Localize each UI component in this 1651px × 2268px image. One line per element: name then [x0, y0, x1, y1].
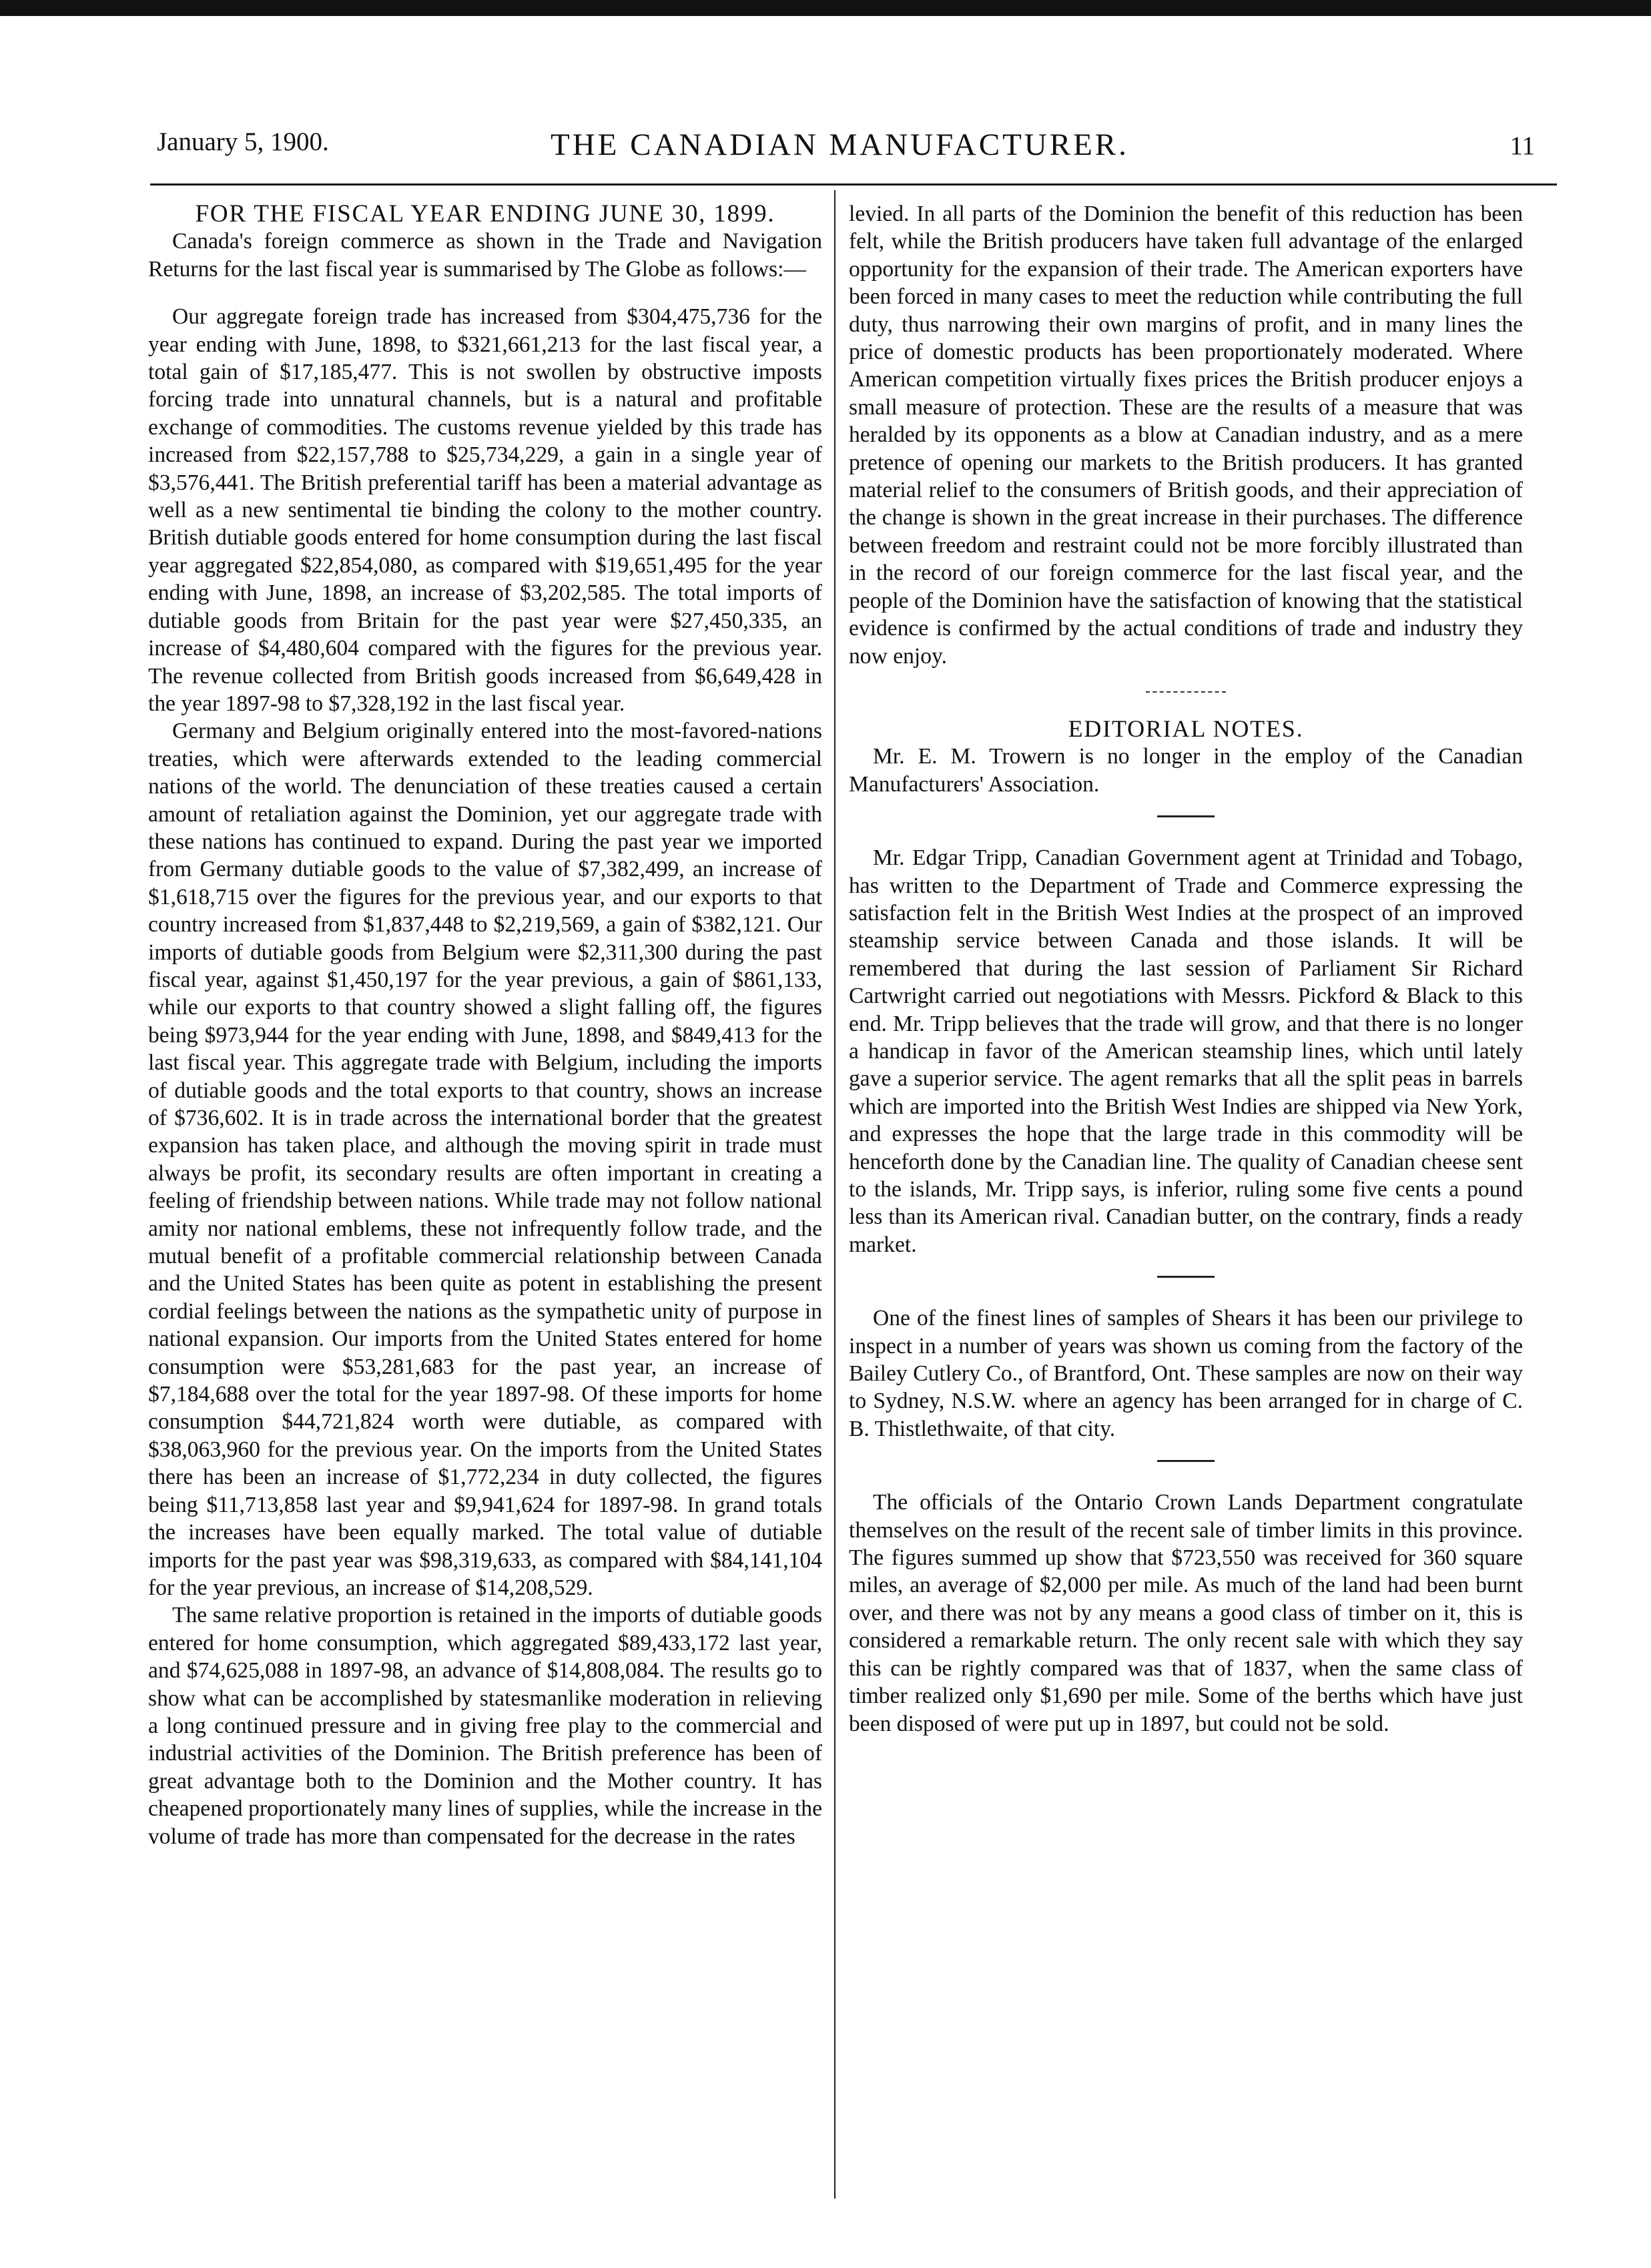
page-number: 11	[1510, 131, 1535, 160]
right-column	[849, 200, 1523, 2192]
article-paragraph: Our aggregate foreign trade has increased from $304,475,736 for the year ending with June, 1898, to $321,661,213 for the last fiscal year, a total gain of $17,185,477. This is not swollen by obstructive imposts forcing trade into unnatural channels, but is a natural and profitable exchange of commodities. The customs revenue yielded by this trade has increased from $22,157,788 to $25,734,229, a gain in a single year of $3,576,441. The British preferential tariff has been a material advantage as well as a new sentimental tie binding the colony to the mother country. British dutiable goods entered for home consumption during the last fiscal year aggregated $22,854,080, as compared with $19,651,495 for the year ending with June, 1898, an increase of $3,202,585. The total imports of dutiable goods from Britain for the past year were $27,450,335, an increase of $4,480,604 compared with the figures for the previous year. The revenue collected from British goods increased from $6,649,428 in the year 1897-98 to $7,328,192 in the last fiscal year.	[148, 304, 822, 716]
editorial-note: The officials of the Ontario Crown Lands Department congratulate themselves on the result of the recent sale of timber limits in this province. The figures summed up show that $723,550 was received for 360 square miles, an average of $2,000 per mile. As much of the land had been burnt over, and there was not by any means a good class of timber on it, this is considered a remarkable return. The only recent sale with which they say this can be rightly compared was that of 1837, when the same class of timber realized only $1,690 per mile. Some of the berths which have just been disposed of were put up in 1897, but could not be sold.	[849, 1490, 1523, 1736]
column-divider	[834, 190, 836, 2199]
editorial-heading: EDITORIAL NOTES.	[1068, 715, 1304, 742]
article-intro: Canada's foreign commerce as shown in the Trade and Navigation Returns for the last fiscal year is summarised by The Globe as follows:—	[148, 229, 822, 282]
editorial-note: Mr. Edgar Tripp, Canadian Government agent at Trinidad and Tobago, has written to the Department of Trade and Commerce expressing the satisfaction felt in the British West Indies at the prospect of an improved steamship service between Canada and those islands. It will be remembered that during the last session of Parliament Sir Richard Cartwright carried out negotiations with Messrs. Pickford & Black to this end. Mr. Tripp believes that the trade will grow, and that there is no longer a handicap in favor of the American steamship lines, which until lately gave a superior service. The agent remarks that all the split peas in barrels which are imported into the British West Indies are shipped via New York, and expresses the hope that the large trade in this commodity will be henceforth done by the Canadian line. The quality of Canadian cheese sent to the islands, Mr. Tripp says, is inferior, ruling some five cents a pound less than its American rival. Canadian butter, on the contrary, finds a ready market.	[849, 845, 1523, 1257]
section-separator	[1146, 691, 1226, 693]
note-separator	[1157, 1276, 1215, 1278]
editorial-note: One of the finest lines of samples of Shears it has been our privilege to inspect in a number of years was shown us coming from the factory of the Bailey Cutlery Co., of Brantford, Ont. These samples are now on their way to Sydney, N.S.W. where an agency has been arranged for in charge of C. B. Thistlethwaite, of that city.	[849, 1306, 1523, 1441]
article-heading: FOR THE FISCAL YEAR ENDING JUNE 30, 1899.	[195, 200, 775, 228]
publication-title: THE CANADIAN MANUFACTURER.	[551, 127, 1129, 162]
note-separator	[1157, 815, 1215, 817]
article-paragraph: The same relative proportion is retained in the imports of dutiable goods entered for home consumption, which aggregated $89,433,172 last year, and $74,625,088 in 1897-98, an advance of $14,808,084. The results go to show what can be accomplished by statesmanlike moderation in relieving a long continued pressure and in giving free play to the commercial and industrial activities of the Dominion. The British preference has been of great advantage both to the Dominion and the Mother country. It has cheapened proportionately many lines of supplies, while the increase in the volume of trade has more than compensated for the decrease in the rates	[148, 1603, 822, 1849]
article-continuation: levied. In all parts of the Dominion the benefit of this reduction has been felt, while the British producers have taken full advantage of the enlarged opportunity for the expansion of their trade. The American exporters have been forced in many cases to meet the reduction while contributing the full duty, thus narrowing their own margins of profit, and in many lines the price of domestic products has been proportionately moderated. Where American competition virtually fixes prices the British producer enjoys a small measure of protection. These are the results of a measure that was heralded by its opponents as a blow at Canadian industry, and as a mere pretence of opening our markets to the British producers. It has granted material relief to the consumers of British goods, and their appreciation of the change is shown in the great increase in their purchases. The difference between freedom and restraint could not be more forcibly illustrated than in the record of our foreign commerce for the last fiscal year, and the people of the Dominion have the satisfaction of knowing that the statistical evidence is confirmed by the actual conditions of trade and industry they now enjoy.	[849, 202, 1523, 669]
article-paragraph: Germany and Belgium originally entered into the most-favored-nations treaties, which were afterwards extended to the leading commercial nations of the world. The denunciation of these treaties caused a certain amount of retaliation against the Dominion, yet our aggregate trade with these nations has continued to expand. During the past year we imported from Germany dutiable goods to the value of $7,382,499, an increase of $1,618,715 over the figures for the previous year, and our exports to that country increased from $1,837,448 to $2,219,569, a gain of $382,121. Our imports of dutiable goods from Belgium were $2,311,300 during the past fiscal year, against $1,450,197 for the year previous, a gain of $861,133, while our exports to that country showed a slight falling off, the figures being $973,944 for the year ending with June, 1898, and $849,413 for the last fiscal year. This aggregate trade with Belgium, including the imports of dutiable goods and the total exports to that country, shows an increase of $736,602. It is in trade across the international border that the greatest expansion has taken place, and although the moving spirit in trade must always be profit, its secondary results are often important in creating a feeling of friendship between nations. While trade may not follow national amity nor national emblems, these not infrequently follow trade, and the mutual benefit of a profitable commercial relationship between Canada and the United States has been quite as potent in establishing the present cordial feelings between the nations as the sympathetic unity of purpose in national expansion. Our imports from the United States entered for home consumption were $53,281,683 for the past year, an increase of $7,184,688 over the total for the year 1897-98. Of these imports for home consumption $44,721,824 worth were dutiable, as compared with $38,063,960 for the previous year. On the imports from the United States there has been an increase of $1,772,234 in duty collected, the figures being $11,713,858 last year and $9,941,624 for 1897-98. In grand totals the increases have been equally marked. The total value of dutiable imports for the past year was $98,319,633, as compared with $84,141,104 for the year previous, an increase of $14,208,529.	[148, 719, 822, 1600]
editorial-note: Mr. E. M. Trowern is no longer in the employ of the Canadian Manufacturers' Association.	[849, 744, 1523, 797]
issue-date: January 5, 1900.	[157, 127, 329, 156]
page-header	[157, 127, 1535, 187]
note-separator	[1157, 1460, 1215, 1462]
scan-top-edge	[0, 0, 1651, 16]
header-rule	[150, 183, 1557, 185]
left-column	[148, 200, 822, 2192]
